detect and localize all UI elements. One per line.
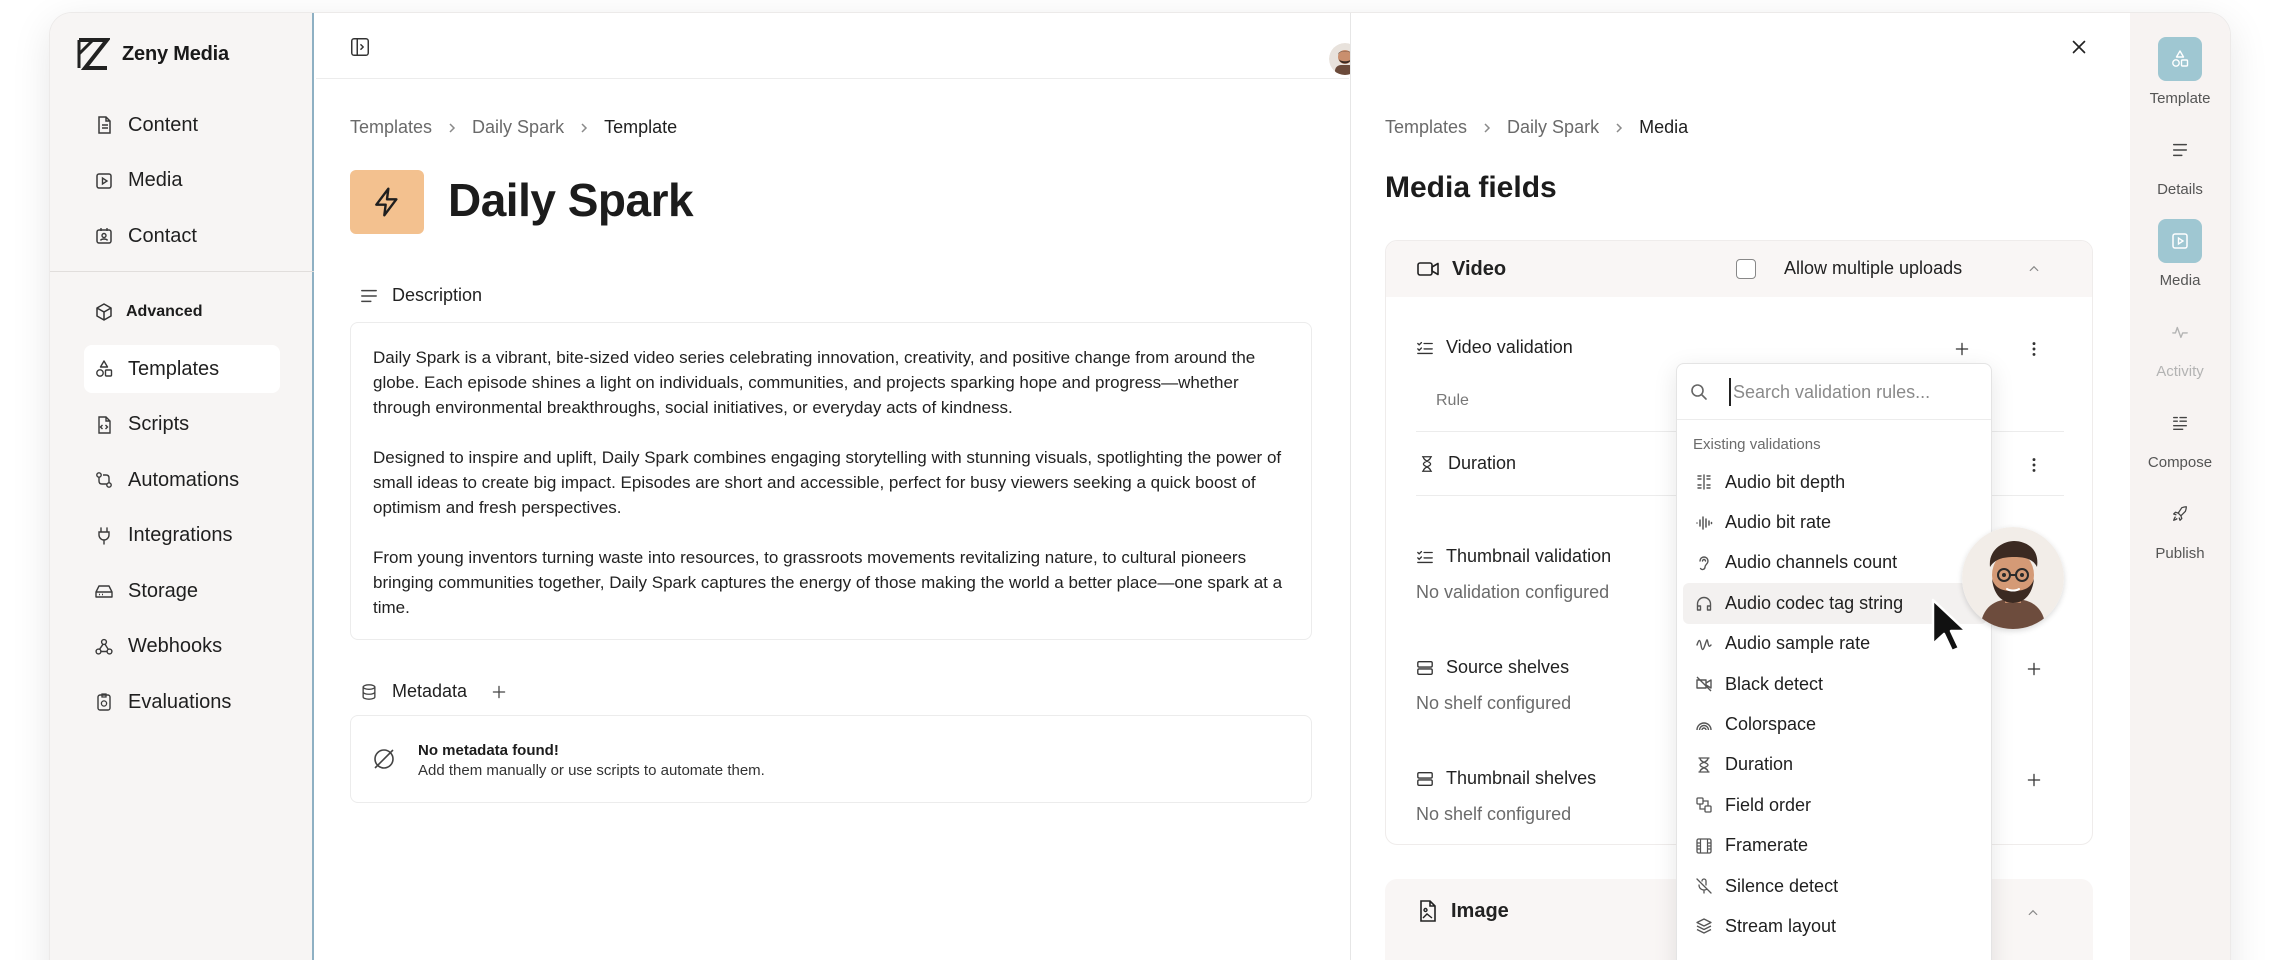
thumbnail-shelves-row bbox=[1416, 768, 1596, 789]
rail-label: Template bbox=[2149, 90, 2211, 107]
allow-multiple-checkbox[interactable] bbox=[1736, 259, 1756, 279]
text-align-icon bbox=[360, 287, 378, 305]
validation-options-list bbox=[1683, 462, 1987, 947]
sidebar-item-automations[interactable] bbox=[84, 456, 280, 504]
chevron-right-icon bbox=[1481, 122, 1493, 134]
chevron-right-icon bbox=[1613, 122, 1625, 134]
description-paragraph: Daily Spark is a vibrant, bite-sized video series celebrating innovation, creativity, and positive change from around the globe. Each episode shines a light on individuals, communities, and projects sparking hope and progress—whether through environmental breakthroughs, social initiatives, or everyday acts of kindness. bbox=[373, 348, 1256, 417]
sidebar-item-label: Storage bbox=[128, 579, 199, 602]
rail-label: Activity bbox=[2156, 363, 2204, 380]
mouse-pointer-icon bbox=[1930, 597, 1968, 655]
zeny-logo-icon bbox=[76, 37, 110, 71]
audio-lines-icon bbox=[1695, 635, 1713, 653]
option-label: Stream layout bbox=[1725, 915, 1837, 936]
option-label: Audio bit rate bbox=[1725, 512, 1832, 533]
list-checks-icon bbox=[1416, 339, 1434, 357]
media-fields-title: Media fields bbox=[1385, 171, 1557, 204]
image-title bbox=[1415, 899, 1509, 923]
rail-item-template[interactable] bbox=[2130, 37, 2230, 107]
page-title: Daily Spark bbox=[448, 174, 694, 226]
main-toolbar bbox=[316, 13, 1349, 79]
ear-icon bbox=[1695, 554, 1713, 572]
option-audio-channels-count[interactable] bbox=[1683, 543, 1987, 583]
sidebar-item-label: Media bbox=[128, 169, 183, 191]
breadcrumb-current: Template bbox=[604, 117, 678, 137]
play-square-icon bbox=[2158, 219, 2202, 263]
description-label: Description bbox=[392, 285, 483, 305]
option-colorspace[interactable] bbox=[1683, 704, 1987, 744]
sidebar-item-label: Webhooks bbox=[128, 635, 223, 657]
validation-rules-dropdown bbox=[1676, 363, 1992, 960]
no-shelf-text: No shelf configured bbox=[1416, 804, 1572, 824]
option-label: Framerate bbox=[1725, 835, 1809, 856]
close-icon[interactable] bbox=[2067, 35, 2091, 59]
server-icon bbox=[1416, 659, 1434, 677]
evaluation-icon bbox=[94, 692, 114, 712]
rail-item-activity[interactable] bbox=[2130, 310, 2230, 380]
list-checks-icon bbox=[1416, 548, 1434, 566]
advanced-nav bbox=[84, 345, 280, 734]
source-shelves-label: Source shelves bbox=[1446, 657, 1570, 677]
option-stream-layout[interactable] bbox=[1683, 906, 1987, 946]
sidebar-item-storage[interactable] bbox=[84, 567, 280, 615]
rainbow-icon bbox=[1695, 716, 1713, 734]
video-label: Video bbox=[1452, 257, 1507, 280]
chevron-up-icon[interactable] bbox=[2022, 257, 2046, 281]
option-label: Audio codec tag string bbox=[1725, 592, 1904, 613]
metadata-empty-card bbox=[350, 715, 1312, 803]
sidebar bbox=[50, 13, 314, 960]
description-card[interactable] bbox=[350, 322, 1312, 640]
option-label: Colorspace bbox=[1725, 714, 1817, 735]
add-metadata-icon[interactable] bbox=[491, 684, 507, 700]
script-icon bbox=[94, 415, 114, 435]
option-label: Field order bbox=[1725, 794, 1812, 815]
database-icon bbox=[360, 683, 378, 701]
rocket-icon bbox=[2158, 492, 2202, 536]
rail-item-compose[interactable] bbox=[2130, 401, 2230, 471]
no-shelf-text: No shelf configured bbox=[1416, 693, 1572, 713]
cube-icon bbox=[94, 302, 114, 322]
no-validation-text: No validation configured bbox=[1416, 582, 1610, 602]
thumbnail-validation-row bbox=[1416, 546, 1611, 567]
hourglass-icon bbox=[1418, 455, 1436, 473]
rail-label: Compose bbox=[2147, 454, 2213, 471]
breadcrumb-current: Media bbox=[1639, 117, 1689, 137]
add-validation-icon[interactable] bbox=[1950, 337, 1974, 361]
advanced-section-header bbox=[94, 302, 202, 322]
sidebar-item-contact[interactable] bbox=[84, 212, 280, 260]
video-off-icon bbox=[1695, 675, 1713, 693]
sidebar-item-integrations[interactable] bbox=[84, 512, 280, 560]
breadcrumb-daily-spark[interactable]: Daily Spark bbox=[1507, 117, 1600, 137]
breadcrumb bbox=[350, 117, 677, 138]
image-label: Image bbox=[1451, 899, 1509, 922]
shapes-icon bbox=[94, 359, 114, 379]
sidebar-item-webhooks[interactable] bbox=[84, 623, 280, 671]
plug-icon bbox=[94, 526, 114, 546]
rail-label: Media bbox=[2159, 272, 2201, 289]
breadcrumb-templates[interactable]: Templates bbox=[1385, 117, 1468, 137]
option-audio-bit-rate[interactable] bbox=[1683, 502, 1987, 542]
rail-item-details[interactable] bbox=[2130, 128, 2230, 198]
rail-item-media[interactable] bbox=[2130, 219, 2230, 289]
document-icon bbox=[94, 115, 114, 135]
lines-icon bbox=[2158, 128, 2202, 172]
hourglass-icon bbox=[1695, 756, 1713, 774]
contact-card-icon bbox=[94, 226, 114, 246]
activity-icon bbox=[2158, 310, 2202, 354]
video-camera-icon bbox=[1416, 257, 1440, 281]
option-field-order[interactable] bbox=[1683, 785, 1987, 825]
rule-column-header: Rule bbox=[1436, 392, 1469, 409]
table-row bbox=[1418, 453, 1516, 474]
dropdown-group-label: Existing validations bbox=[1693, 436, 1821, 453]
option-label: Audio channels count bbox=[1725, 552, 1898, 573]
layers-icon bbox=[1695, 917, 1713, 935]
description-paragraph: From young inventors turning waste into resources, to grassroots movements revitalizing nature, to cultural pioneers bringing communities together, Daily Spark captures the energy of those making the world a better place—one spark at a time. bbox=[373, 548, 1283, 617]
option-label: Silence detect bbox=[1725, 875, 1839, 896]
thumbnail-validation-label: Thumbnail validation bbox=[1446, 546, 1612, 566]
option-audio-bit-depth[interactable] bbox=[1683, 462, 1987, 502]
template-panel bbox=[316, 13, 1349, 960]
brand-name: Zeny Media bbox=[122, 42, 229, 65]
option-label: Black detect bbox=[1725, 673, 1824, 694]
breadcrumb-templates[interactable]: Templates bbox=[350, 117, 433, 137]
sidebar-item-templates[interactable] bbox=[84, 345, 280, 393]
add-source-shelf-icon[interactable] bbox=[2022, 657, 2046, 681]
sidebar-item-label: Contact bbox=[128, 224, 197, 247]
sidebar-item-scripts[interactable] bbox=[84, 401, 280, 449]
sidebar-item-label: Scripts bbox=[128, 413, 190, 435]
option-duration[interactable] bbox=[1683, 745, 1987, 785]
film-icon bbox=[1695, 837, 1713, 855]
sidebar-item-content[interactable] bbox=[84, 101, 280, 149]
sidebar-item-label: Automations bbox=[128, 468, 240, 491]
webhook-icon bbox=[94, 637, 114, 657]
option-silence-detect[interactable] bbox=[1683, 866, 1987, 906]
metadata-label: Metadata bbox=[392, 681, 468, 701]
sidebar-item-label: Content bbox=[128, 113, 199, 136]
shapes-icon bbox=[2158, 37, 2202, 81]
chevron-right-icon bbox=[578, 122, 590, 134]
option-label: Duration bbox=[1725, 754, 1794, 775]
video-header[interactable] bbox=[1386, 241, 2093, 297]
option-label: Audio bit depth bbox=[1725, 471, 1846, 492]
video-validation-row bbox=[1416, 337, 1573, 358]
headphones-icon bbox=[1695, 594, 1713, 612]
rule-name: Duration bbox=[1448, 453, 1517, 473]
audio-waveform-icon bbox=[1695, 514, 1713, 532]
play-square-icon bbox=[94, 171, 114, 191]
collaborator-avatar bbox=[1962, 527, 2064, 629]
option-framerate[interactable] bbox=[1683, 826, 1987, 866]
advanced-label: Advanced bbox=[126, 303, 203, 320]
field-order-icon bbox=[1695, 796, 1713, 814]
image-file-icon bbox=[1415, 899, 1439, 923]
source-shelves-row bbox=[1416, 657, 1569, 678]
breadcrumb bbox=[1385, 117, 1688, 138]
empty-title: No metadata found! bbox=[418, 742, 559, 759]
sidebar-item-label: Evaluations bbox=[128, 690, 232, 713]
rail-label: Publish bbox=[2155, 545, 2205, 562]
sidebar-item-label: Integrations bbox=[128, 524, 233, 546]
primary-nav bbox=[84, 101, 280, 268]
thumbnail-shelves-label: Thumbnail shelves bbox=[1446, 768, 1597, 788]
sidebar-item-media[interactable] bbox=[84, 157, 280, 205]
template-icon bbox=[350, 170, 424, 234]
empty-set-icon bbox=[371, 746, 397, 772]
option-label: Audio sample rate bbox=[1725, 633, 1871, 654]
hard-drive-icon bbox=[94, 581, 114, 601]
chevron-up-icon[interactable] bbox=[2021, 901, 2045, 925]
video-title bbox=[1416, 257, 1506, 281]
add-thumbnail-shelf-icon[interactable] bbox=[2022, 768, 2046, 792]
sidebar-toggle-icon[interactable] bbox=[348, 35, 372, 59]
empty-subtitle: Add them manually or use scripts to automate them. bbox=[418, 762, 765, 779]
audio-bit-depth-icon bbox=[1695, 473, 1713, 491]
server-icon bbox=[1416, 770, 1434, 788]
brand[interactable] bbox=[76, 37, 229, 71]
sidebar-divider bbox=[50, 271, 314, 272]
video-validation-label: Video validation bbox=[1446, 337, 1573, 357]
option-black-detect[interactable] bbox=[1683, 664, 1987, 704]
allow-multiple-control[interactable] bbox=[1736, 258, 1962, 279]
dropdown-search bbox=[1677, 364, 1992, 420]
chevron-right-icon bbox=[446, 122, 458, 134]
sidebar-item-evaluations[interactable] bbox=[84, 678, 280, 726]
more-vertical-icon[interactable] bbox=[2022, 453, 2046, 477]
description-header bbox=[360, 285, 482, 306]
mic-off-icon bbox=[1695, 877, 1713, 895]
search-icon bbox=[1689, 382, 1709, 402]
sidebar-item-label: Templates bbox=[128, 357, 220, 380]
right-rail bbox=[2130, 13, 2230, 960]
rail-label: Details bbox=[2157, 181, 2203, 198]
allow-multiple-label: Allow multiple uploads bbox=[1784, 258, 1963, 278]
lightning-icon bbox=[371, 186, 403, 218]
search-validation-input[interactable] bbox=[1729, 378, 1979, 406]
workflow-icon bbox=[94, 470, 114, 490]
more-vertical-icon[interactable] bbox=[2022, 337, 2046, 361]
metadata-header bbox=[360, 681, 507, 702]
breadcrumb-daily-spark[interactable]: Daily Spark bbox=[472, 117, 565, 137]
description-paragraph: Designed to inspire and uplift, Daily Spark combines engaging storytelling with stunning visuals, spotlighting the power of small ideas to create big impact. Episodes are short and accessible, perfect for busy viewers seeking a quick boost of optimism and fresh perspectives. bbox=[373, 448, 1282, 517]
rail-item-publish[interactable] bbox=[2130, 492, 2230, 562]
compose-icon bbox=[2158, 401, 2202, 445]
